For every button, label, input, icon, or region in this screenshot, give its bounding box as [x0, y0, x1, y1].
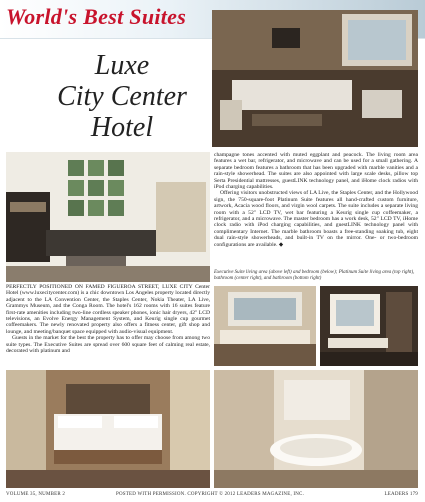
photo-platinum-suite-bathroom	[214, 286, 316, 366]
photo-executive-suite-bedroom	[6, 370, 210, 488]
photo-platinum-suite-bathroom-bottom	[214, 370, 418, 488]
photo-caption: Executive Suite living area (above left) and bedroom (below); Platinum Suite living area (top right), bathroom (center right), and bathroom (bottom right)	[214, 270, 415, 281]
body-paragraph: Guests in the market for the best the property has to offer may choose from among two suite types. The Executive Suites are spread over 600 square feet of calming real estate, decorated with platinum and	[6, 335, 210, 355]
body-paragraph: PERFECTLY POSITIONED ON FAMED FIGUEROA STREET, LUXE CITY Center Hotel (www.luxecitycenter.com) is a chic downtown Los Angeles property located directly adjacent to the LA Convention Center, the Staples Center, Nokia Theater, LA Live, Grammys Museum, and the Conga Room. The hotel's 162 rooms with 16 suites feature first-rate amenities including two-line cordless speaker phones, ionic hair dryers, 42" LCD televisions, an Evolve Energy Management System, and Keurig single cup gourmet coffeemakers. The newly renovated property also offers a fitness center, gift shop and lounge, and meeting/banquet space equipped with audio-visual equipment.	[6, 284, 210, 335]
body-text-right-column	[214, 152, 418, 248]
article-title-line: City Center	[57, 81, 187, 112]
article-title-line: Hotel	[90, 112, 154, 143]
photo-platinum-suite-living-area	[212, 10, 418, 147]
article-title-line: Luxe	[94, 50, 150, 81]
footer-page-number: LEADERS 179	[384, 492, 418, 497]
body-paragraph: Offering visitors unobstructed views of LA Live, the Staples Center, and the Hollywood sign, the 750-square-foot Platinum Suite features all hand-crafted custom furniture, artwork, Acacia wood floors, and virgin wool carpets. The suite includes a separate living room with a 52" LCD TV, wet bar featuring a Keurig single cup coffeemaker, a refrigerator, and a microwave. The master bedroom has a work desk, 52" LCD TV, iHome clock radio with iPod charging capabilities, and guestLINK technology panel with complimentary Internet. The marble bathroom boasts a free-standing soaking tub, eight dual rain-style showerheads, and built-in TV on the mirror. One- or two-bedroom configurations are available. ◆	[214, 190, 418, 248]
series-title: World's Best Suites	[6, 4, 187, 29]
footer-volume: VOLUME 35, NUMBER 2	[6, 492, 66, 497]
body-paragraph: champagne tones accented with muted eggplant and peacock. The living room area features a wet bar, refrigerator, and microwave and can be used for a small gathering. A separate bedroom features a bathroom that has been upgraded with marble vanities and a rain-style showerhead. The suites are also appointed with large scale desks, pillow top Serta Presidential mattresses, guestLINK technology panel, and iHome clock radios with iPod charging capabilities.	[214, 152, 418, 191]
photo-executive-suite-bathroom	[320, 286, 418, 366]
footer-permission: POSTED WITH PERMISSION. COPYRIGHT © 2012 LEADERS MAGAZINE, INC.	[116, 492, 305, 497]
body-text-left-column	[6, 284, 210, 354]
page-footer	[6, 492, 418, 500]
article-title	[52, 50, 192, 143]
photo-executive-suite-living-area	[6, 152, 210, 282]
